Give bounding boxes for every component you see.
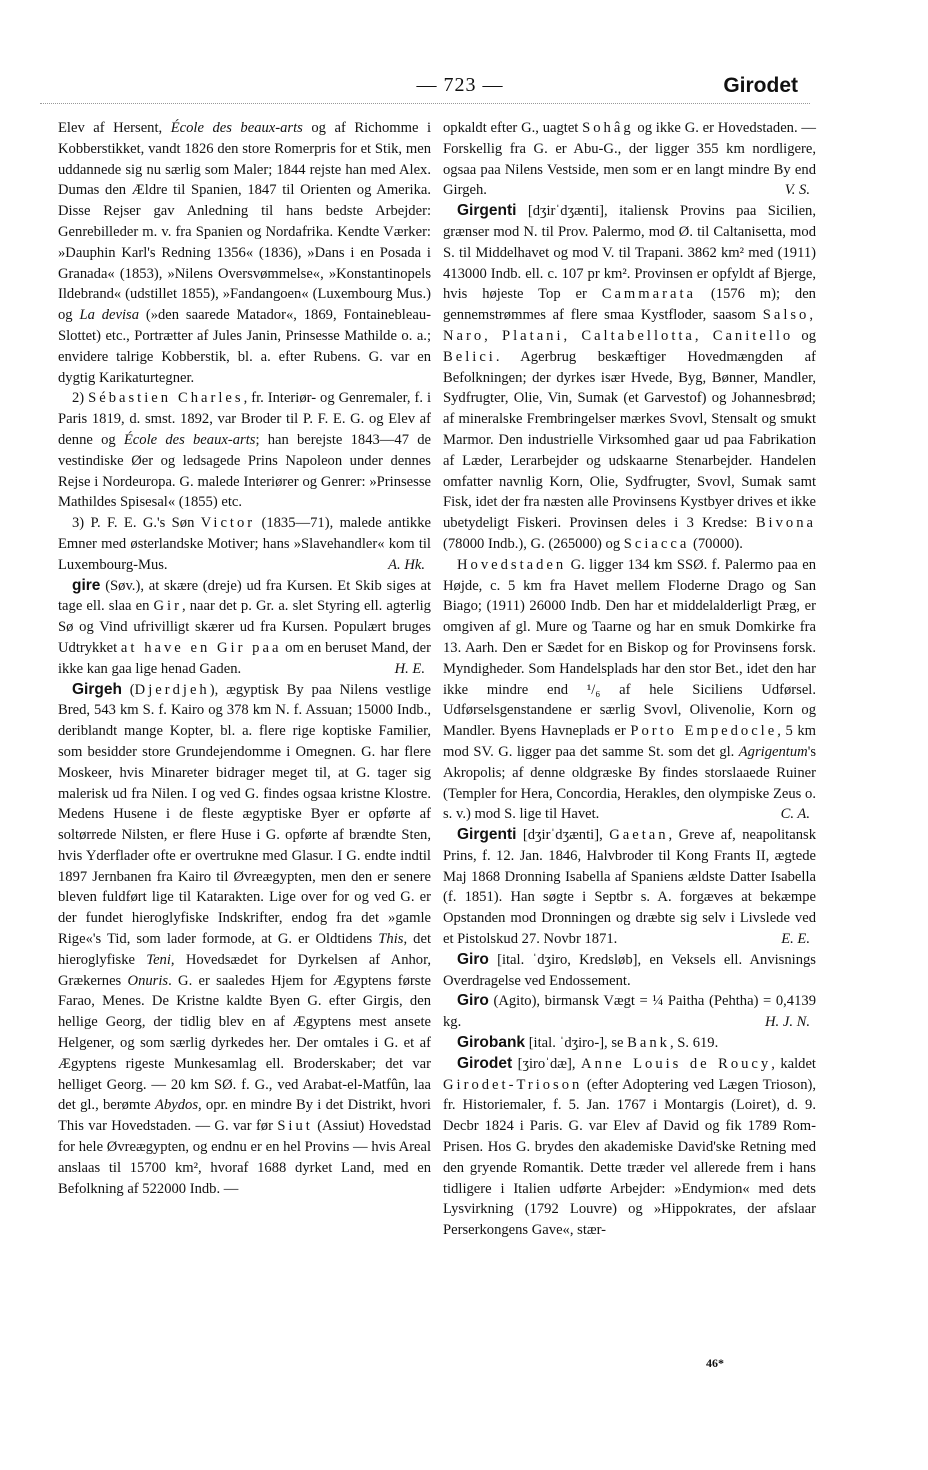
signature-mark: 46*	[706, 1356, 724, 1370]
headword: Girgenti	[457, 202, 517, 220]
headword: Giro	[457, 992, 489, 1010]
author-signature: V. S.	[784, 182, 810, 199]
page-number: — 723 —	[416, 74, 504, 96]
author-signature: A. Hk.	[388, 556, 425, 573]
entry-girodet: Girodet [ʒiroˈdæ], Anne Louis de Roucy, kaldet Girodet-Trioson (efter Adoptering ved Lægen Trioson), fr. Historiemaler, f. 5. Jan. 1767 i Montargis (Loiret), d. 9. Decbr 1824 i Paris. G. var Elev af David og fik 1789 Rom-Prisen. Hos G. brydes den akademiske David'ske Retning med den gryende Romantik. Dette træder vel allerede frem i hans tidligere i Italien udførte Arbejder: »Endymion« med dets Lysvirkning (1792 Louvre) og »Hippokrates, der afslaar Perserkongens Gave«, stær-	[443, 1054, 816, 1239]
entry-girgeh-continued: opkaldt efter G., uagtet Sohâg og ikke G. er Hovedstaden. — Forskellig fra G. er Abu-G., der ligger 355 km nordligere, ogsaa paa Nilens Vestside, men som er en langt mindre By end Girgeh. V. S.	[443, 118, 816, 201]
entry-sebastien-charles: 2) Sébastien Charles, fr. Interiør- og Genremaler, f. i Paris 1819, d. smst. 1892, var Broder til P. F. E. G. og Elev af denne og École des beaux-arts; han berejste 1843—47 de vestindiske Øer og ledsagede Prins Napoleon under dennes Rejse i Nordeuropa. G. malede Interiører og Genrer: »Prinsesse Mathildes Spisesal« (1855) etc.	[58, 390, 431, 511]
headword: Giro	[457, 950, 489, 968]
author-signature: H. J. N.	[765, 1014, 810, 1031]
entry-giro-weight: Giro (Agito), birmansk Vægt = ¼ Paitha (Pehtha) = 0,4139 kg. H. J. N.	[443, 991, 816, 1033]
entry-girobank: Girobank [ital. ˈdʒiro-], se Bank, S. 619.	[457, 1034, 719, 1052]
headword: Girgeh	[72, 680, 122, 698]
entry-giro-endorsement: Giro [ital. ˈdʒiro, Kredsløb], en Veksels ell. Anvisnings Overdragelse ved Endossement.	[443, 950, 816, 989]
entry-girodet-continued: Elev af Hersent, École des beaux-arts og af Richomme i Kobberstikket, vandt 1826 den store Romerpris for et Stik, men uddannede sig nu særlig som Maler; 1844 rejste han med Alex. Dumas den Ældre til Spanien, 1847 til Orienten og Amerika. Disse Rejser gav Anledning til hans bedste Arbejder: Genrebilleder m. v. fra Spanien og Nordafrika. Kendte Værker: »Dauphin Karl's Redning 1356« (1836), »Dans i en Posada i Granada« (1853), »Nilens Oversvømmelse«, »Konstantinopels Ildebrand« (udstillet 1855), »Fandangoen« (Luxembourg Mus.) og La devisa (»den saarede Matador«, 1869, Fontainebleau-Slottet) etc., Portrætter af Jules Janin, Prinsesse Mathilde o. a.; envidere talrige Kobberstik, bl. a. efter Rubens. G. var en dygtig Karikaturtegner.	[58, 120, 431, 386]
entry-girgeh: Girgeh (Djerdjeh), ægyptisk By paa Nilens vestlige Bred, 543 km S. f. Kairo og 378 km N. f. Assuan; 15000 Indb., deriblandt mange Kopter, bl. a. flere rige koptiske Familier, som besidder store Grundejendomme i Omegnen. G. har flere Moskeer, hvis Minareter bidrager meget til, at G. tager sig malerisk ud fra Nilen. I og ved G. findes ogsaa kristne Klostre. Medens Husene i de fleste ægyptiske Byer er opførte af soltørrede Nilsten, er flere Huse i G. opførte af brændte Sten, hvis Yderflader ofte er overtrukne med Glasur. I G. endte indtil 1897 Jernbanen fra Kairo til Øvreægypten, men den er senere bleven fuldført lige til Katarakten. Lige over for og ved G. er der fundet hieroglyfiske Indskrifter, endog fra det »gamle Rige«'s Tid, som lader formode, at G. er Oldtidens This, det hieroglyfiske Teni, Hovedsædet for Dyrkelsen af Anhor, Grækernes Onuris. G. er saaledes Hjem for Ægyptens første Farao, Menes. De Kristne kaldte Byen G. efter Girgis, den hellige Georg, der tidlig blev en af Ægyptens mest ansete Helgener, og som særlig dyrkedes her. Der omtales i G. et af Ægyptens rigeste Munkesamlag ell. Broderskaber; det var helliget Georg. — 20 km SØ. f. G., ved Arabat-el-Matfûn, laa det gl., berømte Abydos, opr. en mindre By i det Distrikt, hvori This var Hovedstaden. — G. var før Siut (Assiut) Hovedstad for hele Øvreægypten, og endnu er en hel Provins — hvis Areal anslaas til 15700 km², hvoraf 1688 dyrket Land, med en Befolkning af 522000 Indb. —	[58, 680, 432, 1197]
entry-victor: 3) P. F. E. G.'s Søn Victor (1835—71), malede antikke Emner med østerlandske Motiver; hans »Slavehandler« kom til Luxembourg-Mus. A. Hk.	[58, 513, 431, 575]
author-signature: E. E.	[781, 931, 810, 948]
running-head: Girodet	[723, 74, 798, 97]
entry-gire: gire (Søv.), at skære (dreje) ud fra Kursen. Et Skib siges at tage ell. slaa en Gir, naar det p. Gr. a. slet Styring ell. agterlig Sø og Vind ufrivilligt skærer ud fra Kursen. Populært bruges Udtrykket at have en Gir paa om en beruset Mand, der ikke kan gaa lige henad Gaden. H. E.	[58, 576, 431, 680]
headword: Girobank	[457, 1034, 526, 1052]
headword: Girodet	[457, 1054, 513, 1072]
author-signature: C. A.	[780, 806, 810, 823]
entry-girgenti-capital: Hovedstaden G. ligger 134 km SSØ. f. Palermo paa en Højde, c. 5 km fra Havet mellem Floderne Drago og San Biago; (1911) 26000 Indb. Den har et middelalderligt Præg, er omgiven af gl. Mure og Taarne og har en smuk Domkirke fra 13. Aarh. Den er Sædet for en Biskop og for Provinsens forsk. Myndigheder. Som Handelsplads har den stor Bet., idet den har ikke mindre end ¹/₆ af hele Siciliens Udførsel. Udførselsgenstandene er særlig Svovl, Olivenolie, Korn og Mandler. Byens Havneplads er Porto Empedocle, 5 km mod SV. G. ligger paa det samme St. som det gl. Agrigentum's Akropolis; af denne oldgræske By findes storslaaede Ruiner (Templer for Hera, Concordia, Herakles, den olympiske Zeus o. s. v.) mod S. lige til Havet. C. A.	[443, 555, 816, 825]
headword: gire	[72, 576, 101, 594]
author-signature: H. E.	[394, 660, 425, 677]
left-column	[58, 118, 431, 1199]
page-header	[0, 72, 928, 106]
headword: Girgenti	[457, 826, 517, 844]
entry-girgenti-gaetan: Girgenti [dʒirˈdʒænti], Gaetan, Greve af, neapolitansk Prins, f. 12. Jan. 1846, Halvbroder til Kong Frants II, ægtede Maj 1868 Dronning Isabella af Spaniens ældste Datter Isabella (f. 1851). Han søgte i Septbr s. A. forgæves at bekæmpe Opstanden mod Dronningen og dræbte sig selv i Livslede ved et Pistolskud 27. Novbr 1871. E. E.	[443, 825, 816, 950]
right-column	[443, 118, 816, 1241]
entry-girgenti-province: Girgenti [dʒirˈdʒænti], italiensk Provins paa Sicilien, grænser mod N. til Prov. Palermo, mod Ø. til Caltanisetta, mod S. til Middelhavet og mod V. til Trapani. 3862 km² med (1911) 413000 Indb. ell. c. 107 pr km². Provinsen er opfyldt af Bjerge, hvis højeste Top er Cammarata (1576 m); den gennemstrømmes af flere smaa Kystfloder, saasom Salso, Naro, Platani, Caltabellotta, Canitello og Belici. Agerbrug beskæftiger Hovedmængden af Befolkningen; der dyrkes især Hvede, Byg, Bønner, Mandler, Sydfrugter, Olie, Vin, Sumak (et Garvestof) og Johannesbrød; af mineralske Frembringelser mærkes Svovl, Stensalt og smukt Marmor. Den industrielle Virksomhed gaar ud paa Fabrikation af Læder, Lerarbejder og udskaarne Stenarbejder. Handelen omfatter navnlig Korn, Olie, Sydfrugter, Svovl, Sumak samt Fisk, idet der fra næsten alle Provinsens Kystbyer drives et ikke ubetydeligt Fiskeri. Provinsen deles i 3 Kredse: Bivona (78000 Indb.), G. (265000) og Sciacca (70000).	[443, 202, 816, 552]
header-rule	[40, 103, 810, 105]
